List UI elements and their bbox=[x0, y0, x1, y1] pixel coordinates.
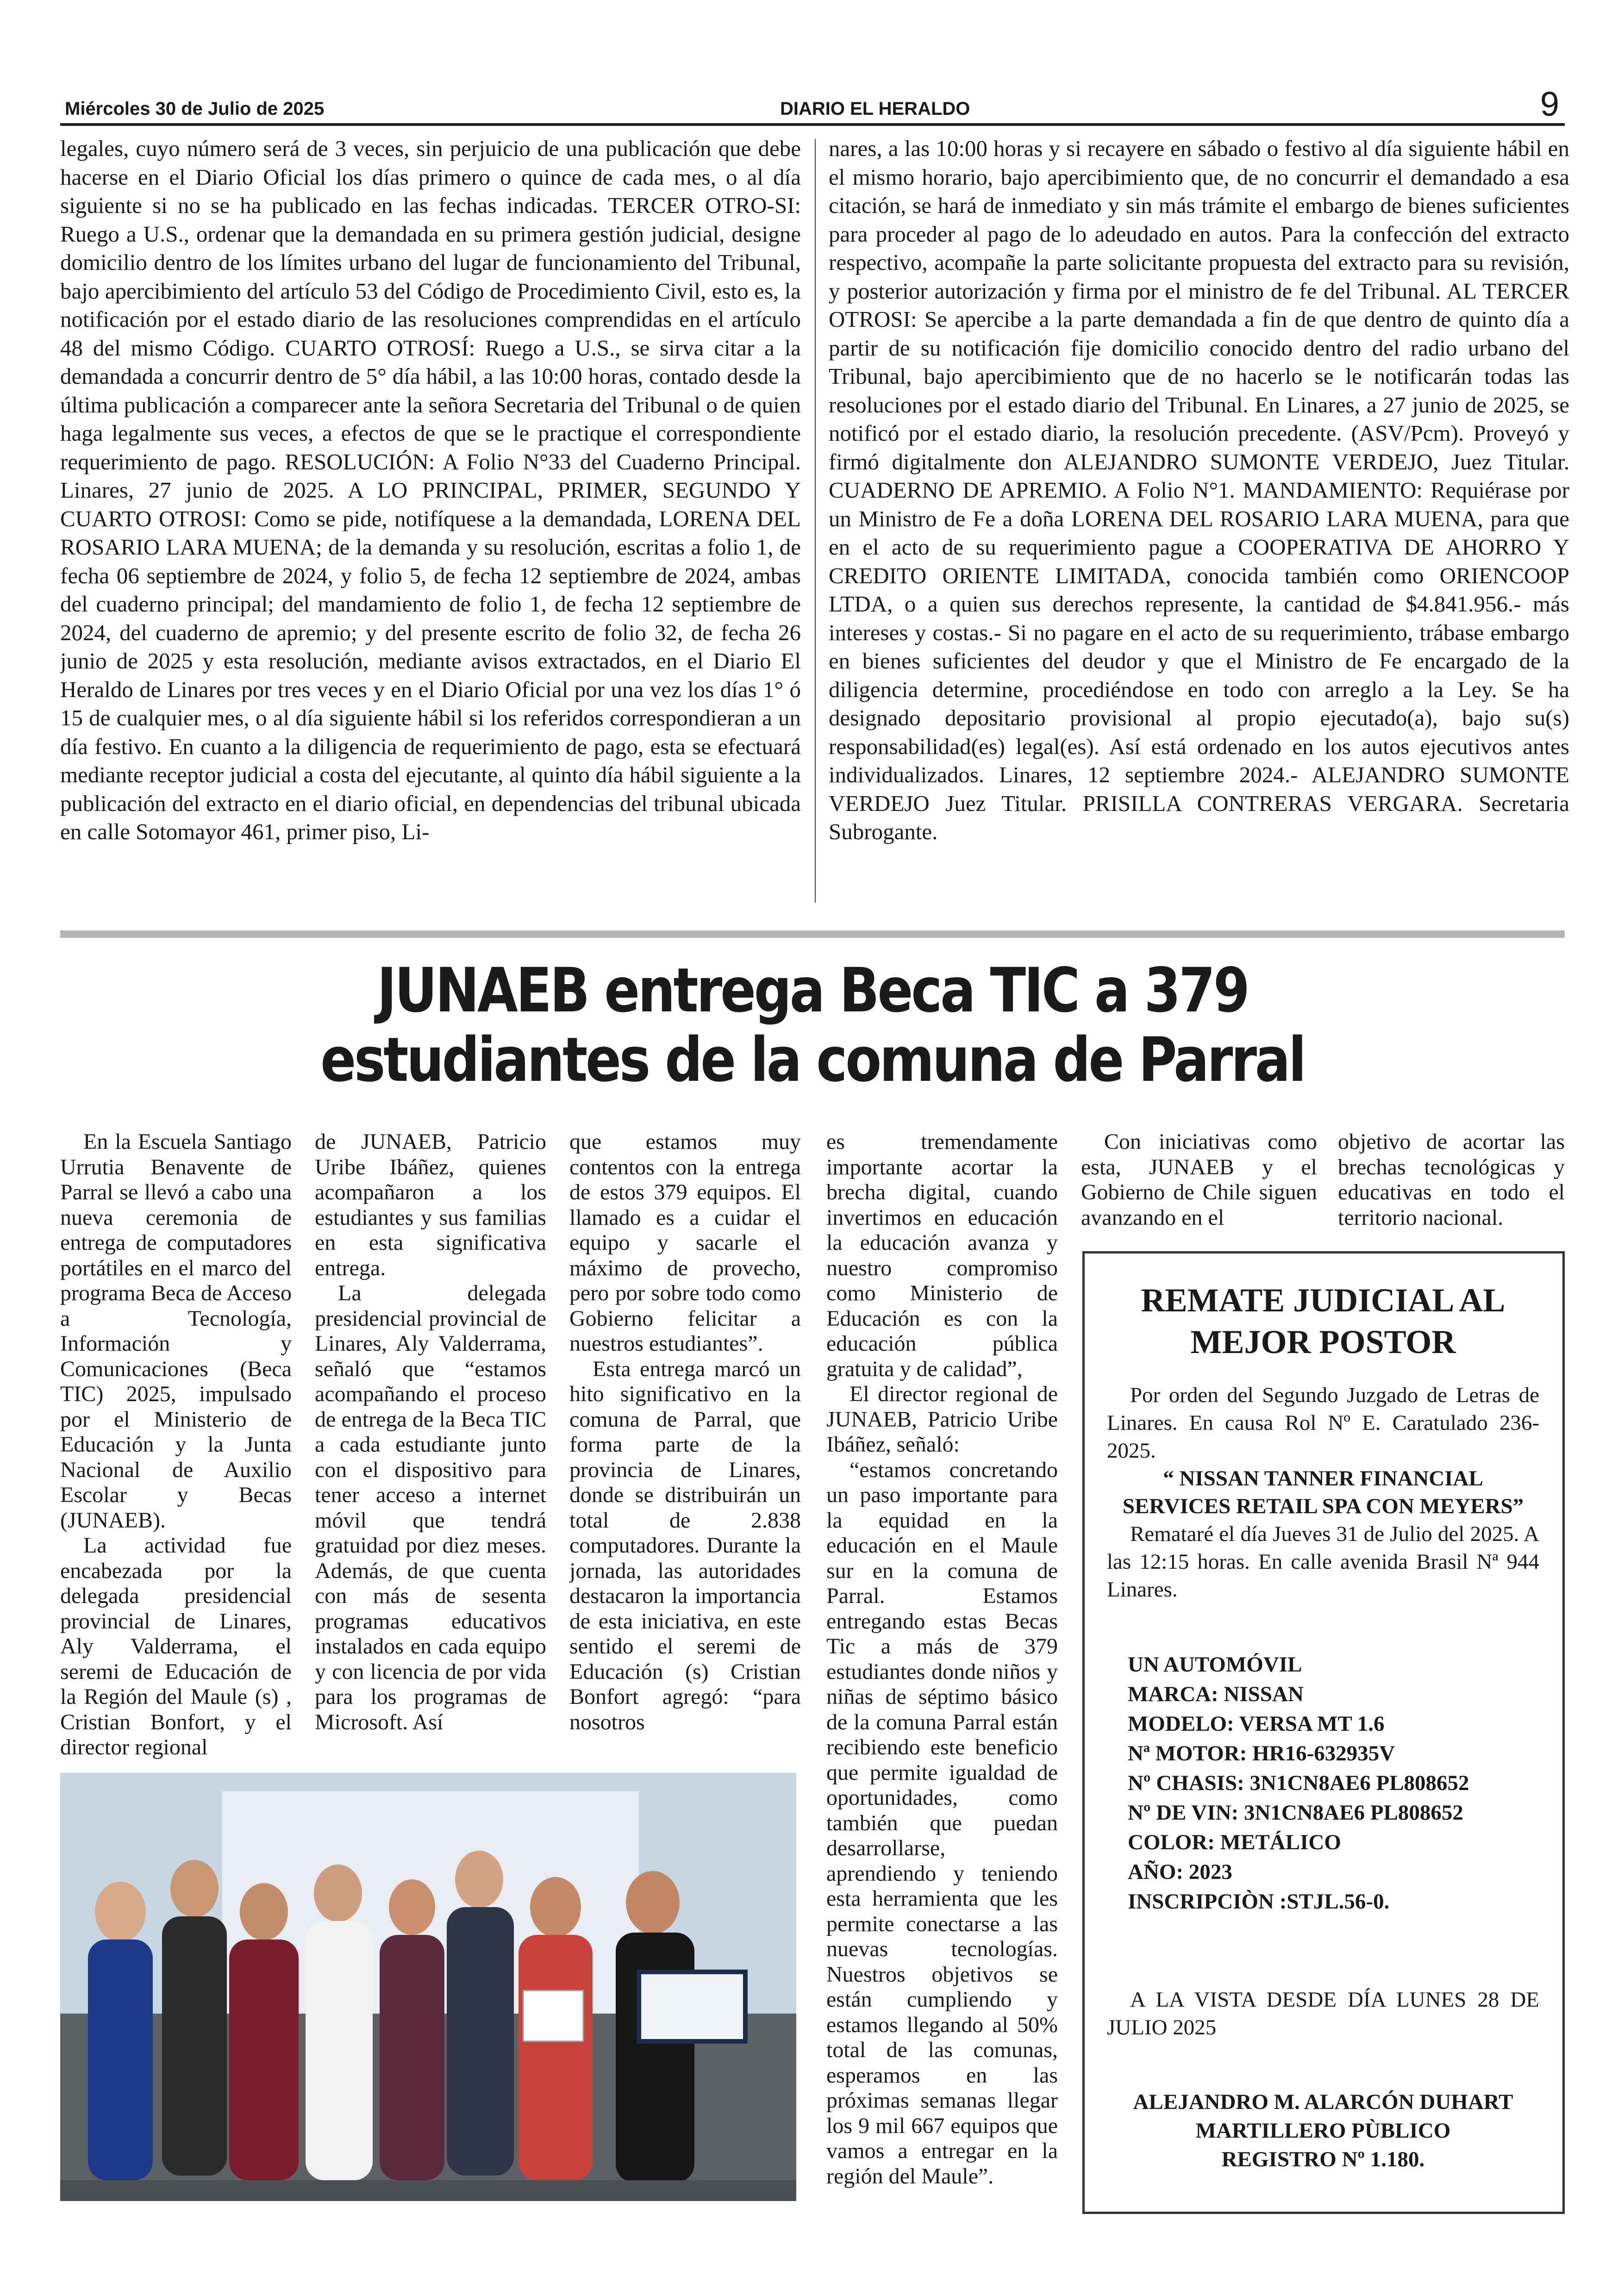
section-divider bbox=[60, 930, 1565, 938]
article-column bbox=[315, 1129, 546, 1764]
article-paragraph: Esta entrega marcó un hito significativo en la comuna de Parral, que forma parte de la provincia de Linares, donde se distribuirán un total de 2.838 computadores. Durante la jornada, las autoridades destacaron la importancia de esta iniciativa, en este sentido el seremi de Educación (s) Cristian Bonfort agregó: “para nosotros bbox=[569, 1356, 801, 1734]
page-number: 9 bbox=[1540, 85, 1559, 123]
headline-line: JUNAEB entrega Beca TIC a 379 bbox=[377, 955, 1248, 1026]
auction-notice bbox=[1082, 1251, 1565, 2214]
auctioneer-role: MARTILLERO PÙBLICO bbox=[1195, 2119, 1451, 2143]
page-header bbox=[60, 85, 1565, 126]
auction-intro: Por orden del Segundo Juzgado de Letras de Linares. En causa Rol Nº E. Caratulado 236-2025. bbox=[1107, 1383, 1539, 1463]
article-paragraph: La delegada presidencial provincial de Linares, Aly Valderrama, señaló que “estamos acompañando el proceso de entrega de la Beca TIC a cada estudiante junto con el dispositivo para tener acceso a internet móvil que tendrá gratuidad por diez meses. Además, de que cuenta con más de sesenta programas educativos instalados en cada equipo y con licencia de por vida para los programas de Microsoft. Así bbox=[315, 1281, 546, 1734]
article-paragraph: Con iniciativas como esta, JUNAEB y el Gobierno de Chile siguen avanzando en el bbox=[1081, 1129, 1317, 1230]
auctioneer-signature bbox=[1107, 2088, 1539, 2174]
group-photo-illustration bbox=[60, 1773, 796, 2201]
newspaper-name: DIARIO EL HERALDO bbox=[780, 99, 970, 119]
vehicle-spec-item: MARCA: NISSAN bbox=[1128, 1682, 1304, 1706]
vehicle-spec-item: AÑO: 2023 bbox=[1128, 1860, 1232, 1884]
vehicle-spec-item: Nª MOTOR: HR16-632935V bbox=[1128, 1741, 1395, 1765]
vehicle-spec-item: COLOR: METÁLICO bbox=[1128, 1830, 1341, 1854]
article-headline bbox=[166, 956, 1460, 1095]
vehicle-spec-item: UN AUTOMÓVIL bbox=[1128, 1653, 1302, 1677]
auction-title-line: MEJOR POSTOR bbox=[1190, 1323, 1456, 1360]
vehicle-spec-item: Nº CHASIS: 3N1CN8AE6 PL808652 bbox=[1128, 1771, 1469, 1795]
legal-notice-text: nares, a las 10:00 horas y si recayere en sábado o festivo al día siguiente hábil en el mismo horario, bajo apercibimiento que, de no concurrir el demandado a esa citación, se hará de inmediato y sin más trámite el embargo de bienes suficientes para proceder al pago de lo adeudado en autos. Para la confección del extracto respectivo, acompañe la parte solicitante propuesta del extracto para su revisión, y posterior autorización y firma por el ministro de fe del Tribunal. AL TERCER OTROSI: Se apercibe a la parte demandada a fin de que dentro de quinto día a partir de su notificación fije domicilio conocido dentro del radio urbano del Tribunal, bajo apercibimiento que de no hacerlo se le notificarán todas las resoluciones por el estado diario del Tribunal. En Linares, a 27 junio de 2025, se notificó por el estado diario, la resolución precedente. (ASV/Pcm). Proveyó y firmó digitalmente don ALEJANDRO SUMONTE VERDEJO, Juez Titular. CUADERNO DE APREMIO. A Folio N°1. MANDAMIENTO: Requiérase por un Ministro de Fe a doña LORENA DEL ROSARIO LARA MUENA, para que en el acto de su requerimiento pague a COOPERATIVA DE AHORRO Y CREDITO ORIENTE LIMITADA, conocida también como ORIENCOOP LTDA, o a quien sus derechos represente, la cantidad de $4.841.956.- más intereses y costas.- Si no pagare en el acto de su requerimiento, trábase embargo en bienes suficientes del deudor y que el Ministro de Fe encargado de la diligencia determine, procediéndose en todo con arreglo a la Ley. Se ha designado depositario provisional al propio ejecutado(a), bajo su(s) responsabilidad(es) legal(es). Así está ordenado en los autos ejecutivos antes individualizados. Linares, 12 septiembre 2024.- ALEJANDRO SUMONTE VERDEJO Juez Titular. PRISILLA CONTRERAS VERGARA. Secretaria Subrogante. bbox=[829, 136, 1569, 844]
article-paragraph: de JUNAEB, Patricio Uribe Ibáñez, quienes acompañaron a los estudiantes y sus familias en esta significativa entrega. bbox=[315, 1129, 546, 1280]
auctioneer-name: ALEJANDRO M. ALARCÓN DUHART bbox=[1133, 2090, 1513, 2114]
article-column bbox=[60, 1129, 292, 1764]
auction-viewing-date: A LA VISTA DESDE DÍA LUNES 28 DE JULIO 2025 bbox=[1107, 1988, 1539, 2039]
article-paragraph: En la Escuela Santiago Urrutia Benavente de Parral se llevó a cabo una nueva ceremonia de entrega de computadores portátiles en el marco del programa Beca de Acceso a Tecnología, Información y Comunicaciones (Beca TIC) 2025, impulsado por el Ministerio de Educación y la Junta Nacional de Auxilio Escolar y Becas (JUNAEB). bbox=[60, 1129, 292, 1533]
issue-date: Miércoles 30 de Julio de 2025 bbox=[65, 99, 325, 119]
legal-notice-right-column bbox=[829, 134, 1569, 912]
legal-notice-text: legales, cuyo número será de 3 veces, sin perjuicio de una publicación que debe hacerse en el Diario Oficial los días primero o quince de cada mes, o al día siguiente si no se ha publicado en las fechas indicadas. TERCER OTRO-SI: Ruego a U.S., ordenar que la demandada en su primera gestión judicial, designe domicilio dentro de los límites urbano del lugar de funcionamiento del Tribunal, bajo apercibimiento del artículo 53 del Código de Procedimiento Civil, esto es, la notificación por el estado diario de las resoluciones comprendidas en el artículo 48 del mismo Código. CUARTO OTROSÍ: Ruego a U.S., se sirva citar a la demandada a concurrir dentro de 5° día hábil, a las 10:00 horas, contado desde la última publicación a comparecer ante la señora Secretaria del Tribunal o de quien haga legalmente sus veces, a efectos de que se le practique el correspondiente requerimiento de pago. RESOLUCIÓN: A Folio N°33 del Cuaderno Principal. Linares, 27 junio de 2025. A LO PRINCIPAL, PRIMER, SEGUNDO Y CUARTO OTROSI: Como se pide, notifíquese a la demandada, LORENA DEL ROSARIO LARA MUENA; de la demanda y su resolución, escritas a folio 1, de fecha 06 septiembre de 2024, y folio 5, de fecha 12 septiembre de 2024, ambas del cuaderno principal; del mandamiento de folio 1, de fecha 12 septiembre de 2024, del cuaderno de apremio; y del presente escrito de folio 32, de fecha 26 junio de 2025 y esta resolución, mediante avisos extractados, en el Diario El Heraldo de Linares por tres veces y en el Diario Oficial por una vez los días 1° ó 15 de cualquier mes, o al día siguiente hábil si los referidos correspondieran a un día festivo. En cuanto a la diligencia de requerimiento de pago, esta se efectuará mediante receptor judicial a costa del ejecutante, al quinto día hábil siguiente a la publicación del extracto en el diario oficial, en dependencias del tribunal ubicada en calle Sotomayor 461, primer piso, Li- bbox=[60, 136, 801, 844]
article-column bbox=[1081, 1129, 1317, 1231]
ceremony-photo bbox=[60, 1773, 796, 2201]
column-divider bbox=[815, 139, 816, 903]
article-column bbox=[1338, 1129, 1565, 1231]
legal-notice-left-column bbox=[60, 134, 801, 912]
auction-title bbox=[1107, 1279, 1539, 1363]
vehicle-specs bbox=[1128, 1650, 1539, 1916]
article-column bbox=[826, 1129, 1058, 2222]
headline-line: estudiantes de la comuna de Parral bbox=[320, 1024, 1305, 1096]
article-paragraph: “estamos concretando un paso importante para la equidad en la educación en el Maule sur en la comuna de Parral. Estamos entregando estas Becas Tic a más de 379 estudiantes donde niños y niñas de séptimo básico de la comuna Parral están recibiendo este beneficio que permite igualdad de oportunidades, como también que puedan desarrollarse, aprendiendo y teniendo esta herramienta que les permite conectarse a las nuevas tecnologías. Nuestros objetivos se están cumpliendo y estamos llegando al 50% total de las comunas, esperamos en las próximas semanas llegar los 9 mil 667 equipos que vamos a entregar en la región del Maule”. bbox=[826, 1457, 1058, 2189]
article-paragraph: El director regional de JUNAEB, Patricio Uribe Ibáñez, señaló: bbox=[826, 1382, 1058, 1457]
article-paragraph: La actividad fue encabezada por la delegada presidencial provincial de Linares, Aly Valderrama, el seremi de Educación de la Región del Maule (s) , Cristian Bonfort, y el director regional bbox=[60, 1533, 292, 1759]
article-paragraph: que estamos muy contentos con la entrega de estos 379 equipos. El llamado es a cuidar el equipo y sacarle el máximo de provecho, pero por sobre todo como Gobierno felicitar a nuestros estudiantes”. bbox=[569, 1129, 801, 1356]
auction-case-name: “ NISSAN TANNER FINANCIAL SERVICES RETAIL SPA CON MEYERS” bbox=[1122, 1466, 1524, 1518]
vehicle-spec-item: INSCRIPCIÒN :STJL.56-0. bbox=[1128, 1890, 1390, 1914]
auction-title-line: REMATE JUDICIAL AL bbox=[1141, 1282, 1505, 1319]
auction-date: Remataré el día Jueves 31 de Julio del 2025. A las 12:15 horas. En calle avenida Brasil Nª 944 Linares. bbox=[1107, 1522, 1539, 1602]
vehicle-spec-item: MODELO: VERSA MT 1.6 bbox=[1128, 1712, 1385, 1736]
article-paragraph: es tremendamente importante acortar la brecha digital, cuando invertimos en educación la educación avanza y nuestro compromiso como Ministerio de Educación es con la educación pública gratuita y de calidad”, bbox=[826, 1129, 1058, 1381]
vehicle-spec-item: Nº DE VIN: 3N1CN8AE6 PL808652 bbox=[1128, 1801, 1463, 1825]
article-column bbox=[569, 1129, 801, 1764]
auctioneer-registry: REGISTRO Nº 1.180. bbox=[1221, 2147, 1425, 2171]
article-paragraph: objetivo de acortar las brechas tecnológicas y educativas en todo el territorio nacional. bbox=[1338, 1129, 1565, 1230]
